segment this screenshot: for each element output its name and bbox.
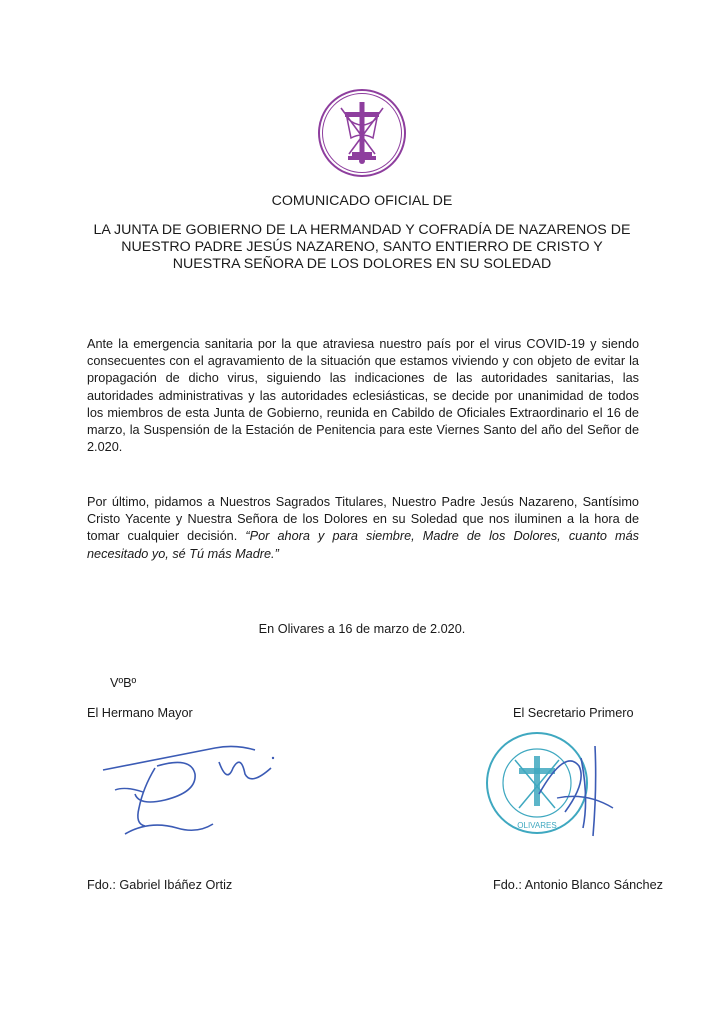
right-signature-with-stamp (475, 728, 625, 843)
right-signer-name: Fdo.: Antonio Blanco Sánchez (493, 878, 663, 892)
body-paragraph-1: Ante la emergencia sanitaria por la que atraviesa nuestro país por el virus COVID-19 y siendo consecuentes con el agravamiento de la situación que estamos viviendo y con objeto de evitar la propagación de dicho virus, siguiendo las indicaciones de las autoridades sanitarias, las autoridades administrativas y las autoridades eclesiásticas, se decide por unanimidad de todos los miembros de esta Junta de Gobierno, reunida en Cabildo de Oficiales Extraordinario el 16 de marzo, la Suspensión de la Estación de Penitencia para este Viernes Santo del año del Señor de 2.020. (87, 337, 639, 455)
document-title: COMUNICADO OFICIAL DE (271, 193, 453, 209)
left-signature (95, 728, 285, 838)
stamp-text: OLIVARES (517, 821, 557, 830)
body-paragraph-2-text: Por último, pidamos a Nuestros Sagrados Titulares, Nuestro Padre Jesús Nazareno, Santísimo Cristo Yacente y Nuestra Señora de los Dolores en su Soledad que nos iluminen a la hora de tomar cualquier decisión. (87, 495, 639, 544)
subtitle-line: NUESTRO PADRE JESÚS NAZARENO, SANTO ENTIERRO DE CRISTO Y (121, 239, 603, 255)
subtitle-line: NUESTRA SEÑORA DE LOS DOLORES EN SU SOLEDAD (172, 256, 552, 272)
place-date: En Olivares a 16 de marzo de 2.020. (258, 622, 466, 636)
right-signer-role: El Secretario Primero (513, 706, 634, 720)
body-paragraph-2 (87, 494, 639, 563)
brotherhood-seal-stamp-icon (487, 733, 587, 833)
approval-mark: VºBº (110, 676, 137, 690)
left-signer-role: El Hermano Mayor (87, 706, 193, 720)
body-quote: “Por ahora y para siembre, Madre de los Dolores, cuanto más necesitado yo, sé Tú más Madre.” (87, 529, 640, 561)
document-subtitle (0, 222, 724, 273)
brotherhood-cross-emblem-icon (317, 88, 407, 178)
left-signer-name: Fdo.: Gabriel Ibáñez Ortiz (87, 878, 233, 892)
subtitle-line: LA JUNTA DE GOBIERNO DE LA HERMANDAD Y COFRADÍA DE NAZARENOS DE (93, 222, 631, 238)
